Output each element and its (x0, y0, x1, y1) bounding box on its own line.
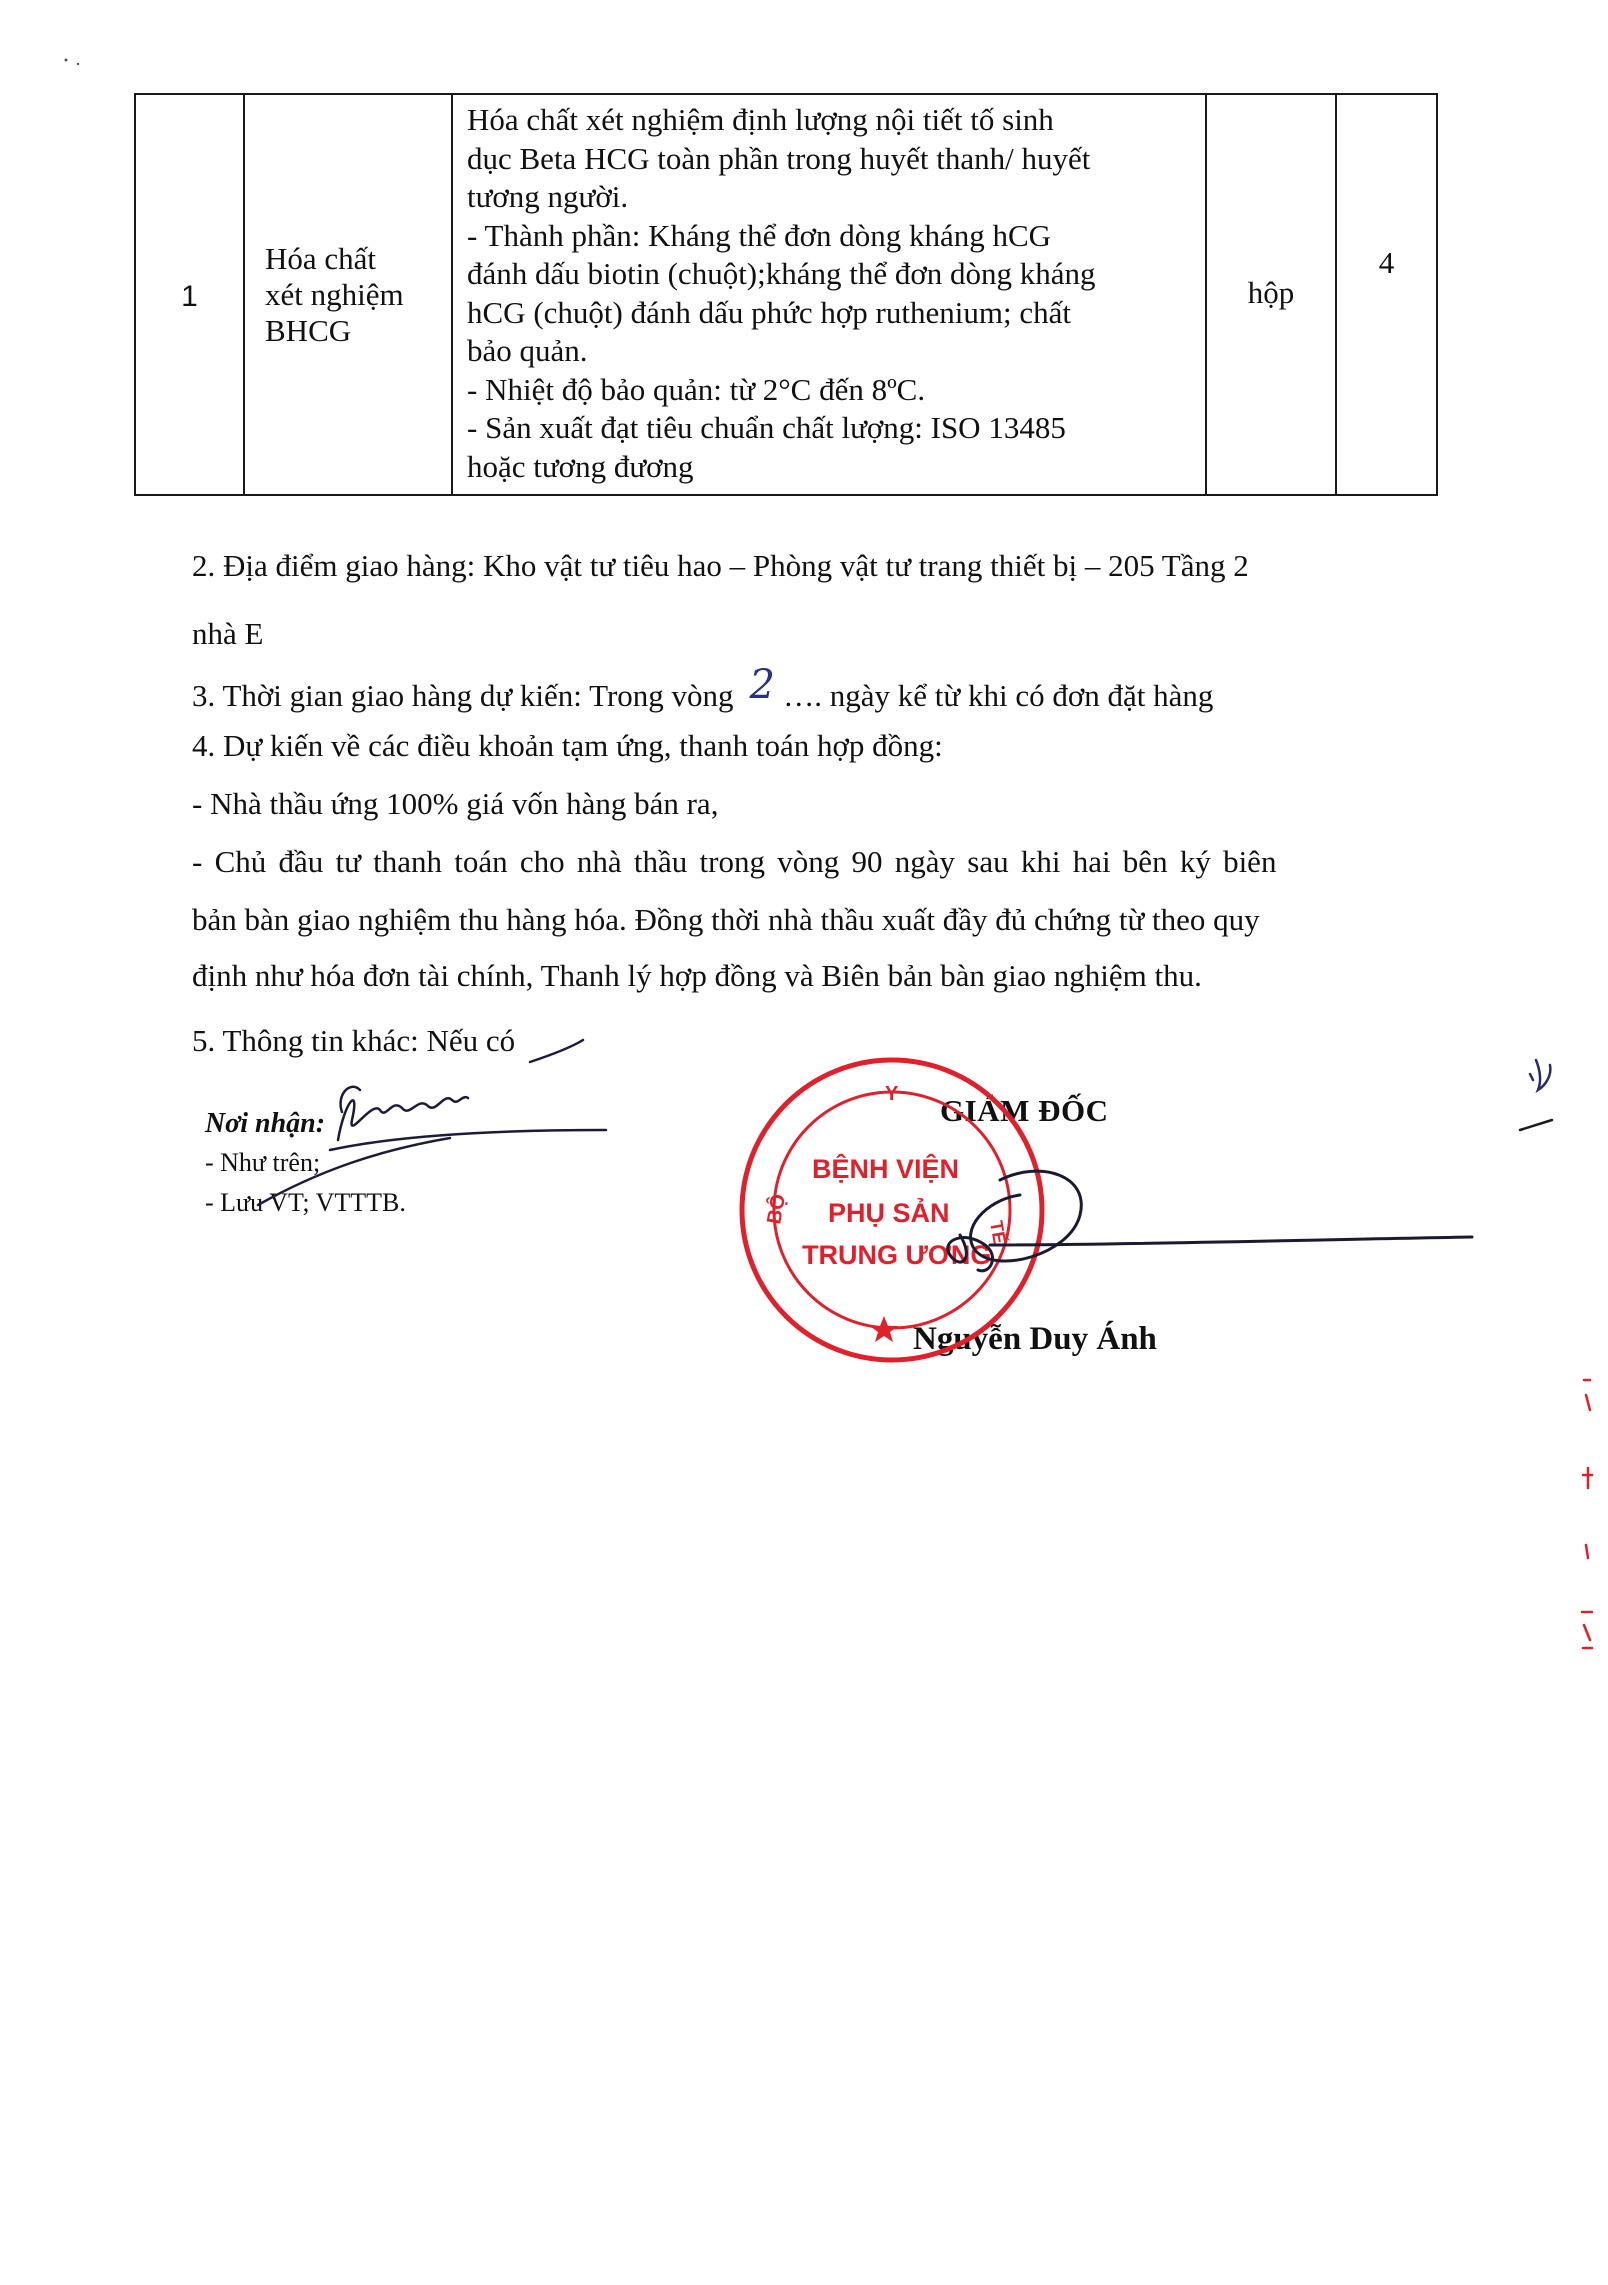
description-line: - Thành phần: Kháng thể đơn dòng kháng hCG (467, 217, 1052, 253)
stamp-top-letter: Y (885, 1083, 899, 1105)
item-name-line: BHCG (265, 312, 352, 348)
item-description (452, 94, 1206, 495)
delivery-time-handwritten: 2 (749, 662, 775, 708)
item-unit: hộp (1206, 94, 1336, 495)
recipient-item: - Lưu VT; VTTTB. (205, 1188, 406, 1217)
stamp-line-2: PHỤ SẢN (828, 1198, 950, 1228)
stamp-line-3: TRUNG ƯƠNG (802, 1240, 992, 1270)
scan-specks (65, 59, 80, 66)
delivery-time-suffix: …. ngày kể từ khi có đơn đặt hàng (783, 678, 1214, 713)
stamp-line-1: BỆNH VIỆN (812, 1154, 960, 1184)
description-line: đánh dấu biotin (chuột);kháng thể đơn dòng kháng (467, 256, 1096, 291)
margin-marks (1520, 1060, 1592, 1648)
row-number: 1 (135, 94, 244, 495)
director-signature (948, 1171, 1472, 1271)
delivery-time-prefix: 3. Thời gian giao hàng dự kiến: Trong vòng (192, 678, 742, 713)
payment-item-2-line1: - Chủ đầu tư thanh toán cho nhà thầu trong vòng 90 ngày sau khi hai bên ký biên (192, 844, 1277, 879)
delivery-time (192, 662, 1214, 716)
description-line: - Nhiệt độ bảo quản: từ 2°C đến 8ºC. (467, 371, 926, 407)
description-line: hoặc tương đương (467, 448, 694, 484)
description-line: - Sản xuất đạt tiêu chuẩn chất lượng: ISO 13485 (467, 410, 1066, 445)
table-row (135, 94, 1437, 495)
description-line: bảo quản. (467, 333, 588, 368)
signer-name: Nguyễn Duy Ánh (913, 1321, 1157, 1357)
delivery-location-line1: 2. Địa điểm giao hàng: Kho vật tư tiêu hao – Phòng vật tư trang thiết bị – 205 Tầng 2 (192, 548, 1249, 583)
stamp-side-text: BỘ (763, 1192, 791, 1226)
item-name (244, 94, 452, 495)
signature-title: GIÁM ĐỐC (940, 1093, 1109, 1128)
item-name-line: xét nghiệm (265, 276, 404, 312)
delivery-location-line2: nhà E (192, 616, 264, 651)
description-line: Hóa chất xét nghiệm định lượng nội tiết tố sinh (467, 102, 1054, 137)
items-table (134, 93, 1438, 496)
item-name-line: Hóa chất (265, 240, 377, 276)
payment-item-1: - Nhà thầu ứng 100% giá vốn hàng bán ra, (192, 786, 719, 821)
description-line: dục Beta HCG toàn phần trong huyết thanh/ huyết (467, 140, 1091, 176)
other-info: 5. Thông tin khác: Nếu có (192, 1023, 516, 1058)
stamp-right-text: TẾ (986, 1219, 1010, 1246)
item-quantity: 4 (1336, 94, 1437, 495)
payment-item-2-line2: bản bàn giao nghiệm thu hàng hóa. Đồng thời nhà thầu xuất đầy đủ chứng từ theo quy (192, 902, 1260, 937)
recipients-title: Nơi nhận: (205, 1108, 326, 1139)
description-line: tương người. (467, 179, 629, 214)
payment-heading: 4. Dự kiến về các điều khoản tạm ứng, thanh toán hợp đồng: (192, 728, 943, 763)
recipient-item: - Như trên; (205, 1148, 321, 1177)
payment-item-2-line3: định như hóa đơn tài chính, Thanh lý hợp đồng và Biên bản bàn giao nghiệm thu. (192, 958, 1202, 993)
description-line: hCG (chuột) đánh dấu phức hợp ruthenium; chất (467, 294, 1071, 330)
